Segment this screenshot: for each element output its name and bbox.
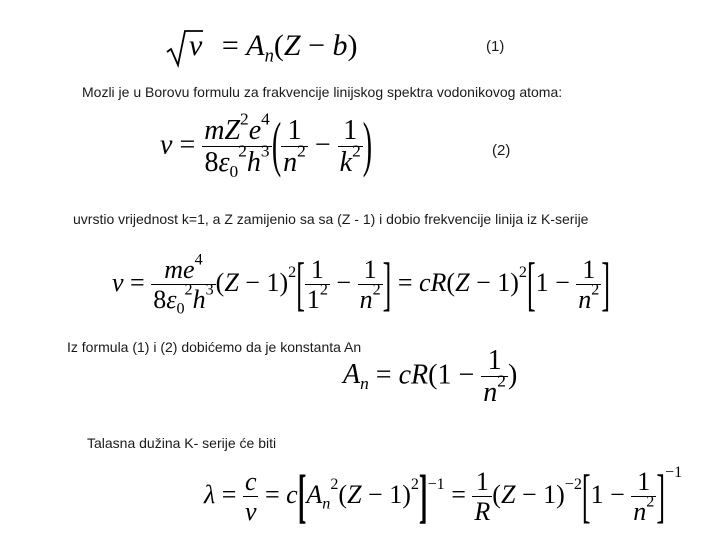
- equation-1: $\nu = A_n(Z - b)$: [165, 28, 357, 68]
- equation-1-number: (1): [486, 38, 505, 55]
- text-line-2: uvrstio vrijednost k=1, a Z zamijenio sa sa (Z - 1) i dobio frekvencije linija iz K-serije: [73, 211, 589, 227]
- text-line-1: Mozli je u Borovu formulu za frakvencije linijskog spektra vodonikovog atoma:: [82, 84, 563, 100]
- equation-3: ν = $\frac{me^4}{8\varepsilon_0^2h^3}$ $(Z - 1)^2$[ $\frac{1}{1^2}$ − $\frac{1}{n^2}$ ] = $cR(Z - 1)^2[1$ − $\frac{1}{n^2}$ ]: [112, 250, 611, 318]
- equation-5: λ = $\frac{c}{\nu}$ = $c[A_n^2(Z - 1)^2]^{-1}$ = $\frac{1}{R}$ $(Z - 1)^{-2}[1$ − $\frac{1}{n^2}$ ]$^{-1}$: [204, 462, 683, 529]
- equation-4: $A_n = cR(1$ − $\frac{1}{n^2}$ ): [343, 345, 518, 409]
- text-line-3: Iz formula (1) i (2) dobićemo da je konstanta An: [67, 339, 362, 355]
- text-line-4: Talasna dužina K- serije će biti: [87, 435, 277, 451]
- equation-2-number: (2): [492, 142, 511, 159]
- equation-2: ν = $\frac{mZ^2e^4}{8\varepsilon_0^2h^3}$ ( $\frac{1}{n^2}$ − $\frac{1}{k^2}$ ): [160, 109, 373, 182]
